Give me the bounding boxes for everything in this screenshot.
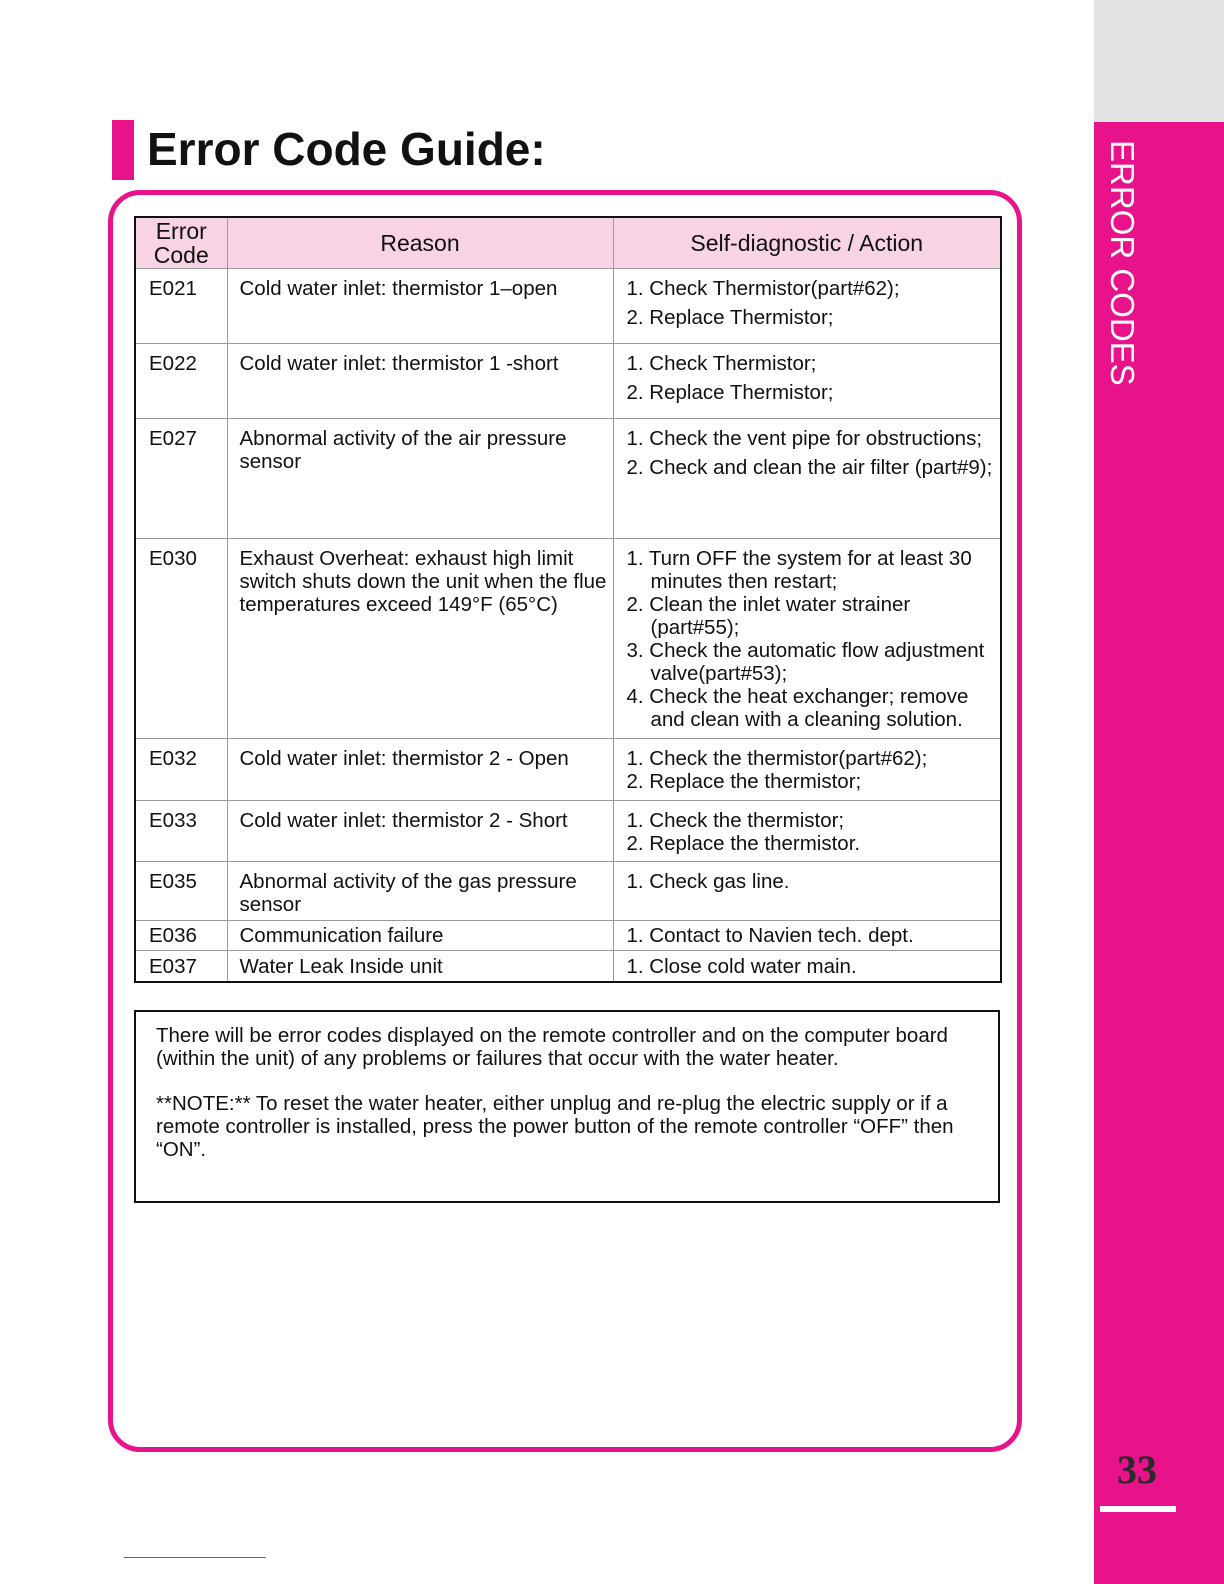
error-reason: Communication failure (227, 921, 613, 951)
error-code: E033 (135, 801, 227, 862)
page-number-underline (1100, 1506, 1176, 1512)
error-code: E022 (135, 344, 227, 419)
error-code: E021 (135, 269, 227, 344)
table-row (135, 739, 1001, 801)
error-code: E032 (135, 739, 227, 801)
column-header-action: Self-diagnostic / Action (613, 217, 1001, 269)
title-accent-bar (112, 120, 134, 180)
error-actions (613, 539, 1001, 739)
section-label: ERROR CODES (1104, 140, 1141, 386)
table-row (135, 419, 1001, 539)
error-actions (613, 419, 1001, 539)
table-row (135, 921, 1001, 951)
column-header-code-line2: Code (153, 242, 209, 268)
action-item: 1. Close cold water main. (626, 955, 857, 978)
note-box (134, 1010, 1000, 1203)
column-header-code (135, 217, 227, 269)
action-item: 1. Check the thermistor; (626, 809, 845, 832)
table-row (135, 539, 1001, 739)
action-item: 2. Replace the thermistor; (626, 770, 862, 793)
table-row (135, 269, 1001, 344)
action-item: 2. Replace the thermistor. (626, 832, 861, 855)
error-reason: Cold water inlet: thermistor 2 - Open (227, 739, 613, 801)
note-paragraph: There will be error codes displayed on the remote controller and on the computer board (within the unit) of any problems or failures that occur with the water heater. (156, 1024, 948, 1070)
action-item: 2. Clean the inlet water strainer (part#55); (626, 593, 911, 639)
action-item: 2. Check and clean the air filter (part#9); (626, 456, 993, 479)
error-reason: Water Leak Inside unit (227, 951, 613, 983)
column-header-reason: Reason (227, 217, 613, 269)
table-header-row (135, 217, 1001, 269)
action-item: 2. Replace Thermistor; (626, 381, 834, 404)
error-reason: Abnormal activity of the gas pressure sensor (227, 862, 613, 921)
action-item: 1. Check the vent pipe for obstructions; (626, 427, 983, 450)
error-code: E036 (135, 921, 227, 951)
action-item: 1. Turn OFF the system for at least 30 minutes then restart; (626, 547, 972, 593)
action-item: 1. Check gas line. (626, 870, 790, 893)
footer-link-line (124, 1557, 266, 1558)
error-code: E027 (135, 419, 227, 539)
sidebar-top-block (1094, 0, 1224, 122)
action-item: 1. Check Thermistor(part#62); (626, 277, 900, 300)
page-title: Error Code Guide: (147, 123, 546, 175)
error-reason: Cold water inlet: thermistor 2 - Short (227, 801, 613, 862)
error-actions (613, 951, 1001, 983)
table-row (135, 951, 1001, 983)
error-code: E030 (135, 539, 227, 739)
error-code: E035 (135, 862, 227, 921)
action-item: 4. Check the heat exchanger; remove and clean with a cleaning solution. (626, 685, 969, 731)
error-actions (613, 344, 1001, 419)
action-item: 1. Contact to Navien tech. dept. (626, 924, 914, 947)
table-row (135, 862, 1001, 921)
error-actions (613, 921, 1001, 951)
action-item: 2. Replace Thermistor; (626, 306, 834, 329)
action-item: 3. Check the automatic flow adjustment valve(part#53); (626, 639, 985, 685)
reset-note-paragraph: **NOTE:** To reset the water heater, either unplug and re-plug the electric supply or if a remote controller is installed, press the power button of the remote controller “OFF” then “ON”. (156, 1092, 954, 1161)
error-code-table (134, 216, 1002, 983)
error-reason: Abnormal activity of the air pressure sensor (227, 419, 613, 539)
table-row (135, 801, 1001, 862)
error-code: E037 (135, 951, 227, 983)
action-item: 1. Check Thermistor; (626, 352, 817, 375)
error-reason: Cold water inlet: thermistor 1–open (227, 269, 613, 344)
error-actions (613, 739, 1001, 801)
page-number: 33 (1117, 1447, 1157, 1492)
action-item: 1. Check the thermistor(part#62); (626, 747, 928, 770)
error-actions (613, 862, 1001, 921)
error-actions (613, 269, 1001, 344)
column-header-code-line1: Error (155, 218, 207, 244)
error-actions (613, 801, 1001, 862)
error-reason: Exhaust Overheat: exhaust high limit switch shuts down the unit when the flue temperatures exceed 149°F (65°C) (227, 539, 613, 739)
table-row (135, 344, 1001, 419)
error-reason: Cold water inlet: thermistor 1 -short (227, 344, 613, 419)
